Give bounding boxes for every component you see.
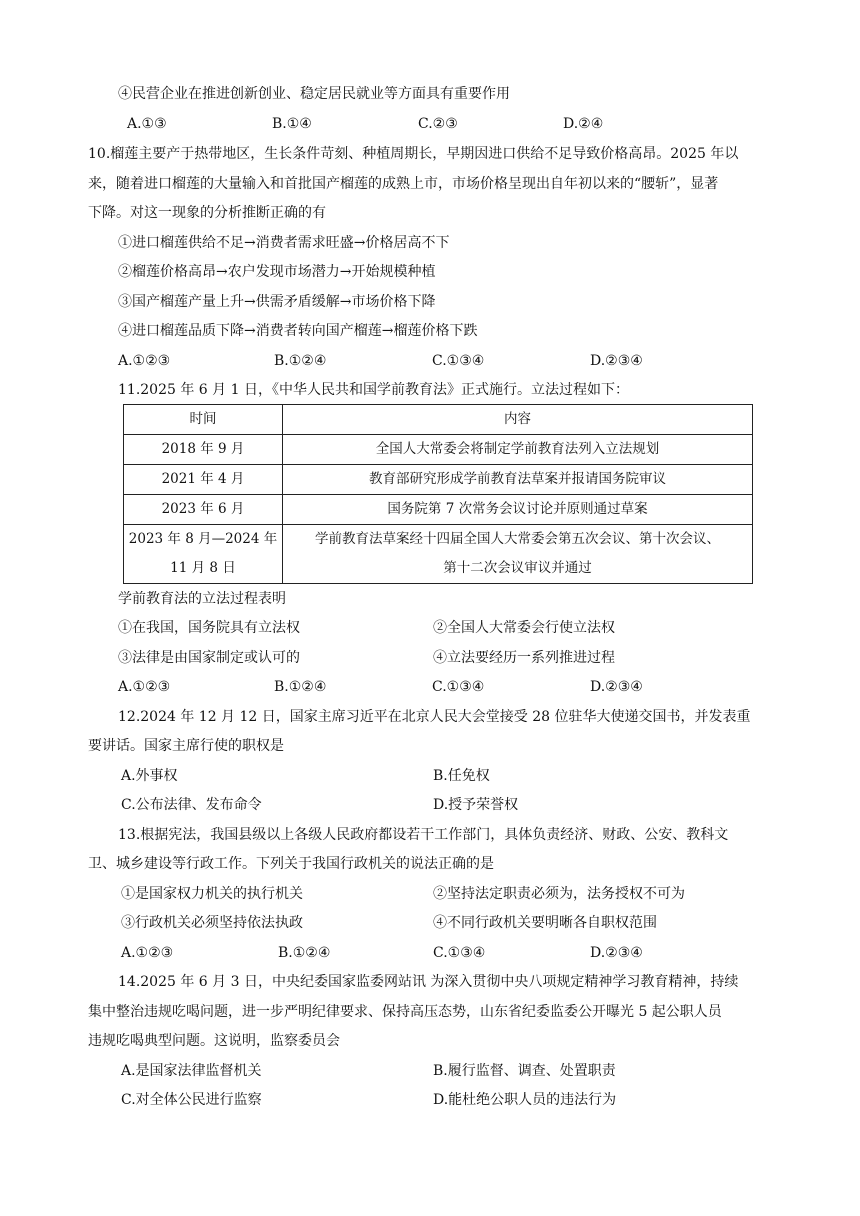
q14-stem-line-3: 违规吃喝典型问题。这说明，监察委员会 xyxy=(88,1033,340,1049)
q11-after-text: 学前教育法的立法过程表明 xyxy=(118,591,286,607)
q11-item-3: ③法律是由国家制定或认可的 xyxy=(118,650,300,666)
table-cell-content xyxy=(283,525,753,584)
q14-stem-line-1: 14.2025 年 6 月 3 日，中央纪委国家监委网站讯 为深入贯彻中央八项规定精神学习教育精神，持续 xyxy=(118,974,739,990)
q13-item-4: ④不同行政机关要明晰各自职权范围 xyxy=(433,915,657,931)
q9-option-c[interactable]: C.②③ xyxy=(418,116,458,132)
q9-option-b[interactable]: B.①④ xyxy=(272,116,312,132)
table-cell-content: 教育部研究形成学前教育法草案并报请国务院审议 xyxy=(283,465,753,495)
q13-item-3: ③行政机关必须坚持依法执政 xyxy=(121,915,303,931)
q9-option-d[interactable]: D.②④ xyxy=(563,116,604,132)
q10-option-c[interactable]: C.①③④ xyxy=(432,353,485,369)
q10-item-2: ②榴莲价格高昂→农户发现市场潜力→开始规模种植 xyxy=(118,264,436,280)
q12-option-d[interactable]: D.授予荣誉权 xyxy=(433,797,519,813)
q11-item-2: ②全国人大常委会行使立法权 xyxy=(433,620,615,636)
q13-stem-line-1: 13.根据宪法，我国县级以上各级人民政府都设若干工作部门，具体负责经济、财政、公安、教科文 xyxy=(118,827,729,843)
q11-option-d[interactable]: D.②③④ xyxy=(590,679,643,695)
q13-option-b[interactable]: B.①②④ xyxy=(278,945,331,961)
table-cell-time: 2018 年 9 月 xyxy=(124,435,283,465)
table-cell-time xyxy=(124,525,283,584)
q14-option-d[interactable]: D.能杜绝公职人员的违法行为 xyxy=(433,1092,617,1108)
q10-item-4: ④进口榴莲品质下降→消费者转向国产榴莲→榴莲价格下跌 xyxy=(118,323,478,339)
q14-option-b[interactable]: B.履行监督、调查、处置职责 xyxy=(433,1063,616,1079)
table-cell-content-line-1: 学前教育法草案经十四届全国人大常委会第五次会议、第十次会议、 xyxy=(315,531,720,547)
q9-option-a[interactable]: A.①③ xyxy=(127,116,167,132)
q12-stem-line-1: 12.2024 年 12 月 12 日，国家主席习近平在北京人民大会堂接受 28 位驻华大使递交国书，并发表重 xyxy=(118,709,751,725)
table-cell-content: 全国人大常委会将制定学前教育法列入立法规划 xyxy=(283,435,753,465)
table-row xyxy=(124,525,753,584)
q13-stem-line-2: 卫、城乡建设等行政工作。下列关于我国行政机关的说法正确的是 xyxy=(88,856,494,872)
q13-option-c[interactable]: C.①③④ xyxy=(433,945,486,961)
table-row xyxy=(124,435,753,465)
table-cell-content: 国务院第 7 次常务会议讨论并原则通过草案 xyxy=(283,495,753,525)
table-header-content: 内容 xyxy=(283,405,753,435)
q11-option-b[interactable]: B.①②④ xyxy=(274,679,327,695)
q10-option-b[interactable]: B.①②④ xyxy=(274,353,327,369)
table-row xyxy=(124,465,753,495)
q12-option-a[interactable]: A.外事权 xyxy=(121,768,178,784)
table-cell-time: 2021 年 4 月 xyxy=(124,465,283,495)
q11-item-4: ④立法要经历一系列推进过程 xyxy=(433,650,615,666)
q14-stem-line-2: 集中整治违规吃喝问题，进一步严明纪律要求、保持高压态势，山东省纪委监委公开曝光 5 起公职人员 xyxy=(88,1004,722,1020)
q10-option-d[interactable]: D.②③④ xyxy=(590,353,643,369)
q10-stem-line-2: 来，随着进口榴莲的大量输入和首批国产榴莲的成熟上市，市场价格呈现出自年初以来的“腰斩”，显著 xyxy=(88,176,719,192)
q12-stem-line-2: 要讲话。国家主席行使的职权是 xyxy=(88,738,284,754)
q11-option-c[interactable]: C.①③④ xyxy=(432,679,485,695)
table-header-time: 时间 xyxy=(124,405,283,435)
q14-option-a[interactable]: A.是国家法律监督机关 xyxy=(121,1063,262,1079)
q12-option-c[interactable]: C.公布法律、发布命令 xyxy=(121,797,262,813)
q10-stem-line-1: 10.榴莲主要产于热带地区，生长条件苛刻、种植周期长，早期因进口供给不足导致价格高昂。2025 年以 xyxy=(88,146,739,162)
q11-stem: 11.2025 年 6 月 1 日，《中华人民共和国学前教育法》正式施行。立法过程如下： xyxy=(118,382,629,398)
table-cell-content-line-2: 第十二次会议审议并通过 xyxy=(443,560,592,576)
table-row xyxy=(124,495,753,525)
q11-option-a[interactable]: A.①②③ xyxy=(118,679,171,695)
q10-stem-line-3: 下降。对这一现象的分析推断正确的有 xyxy=(88,205,326,221)
q14-option-c[interactable]: C.对全体公民进行监察 xyxy=(121,1092,262,1108)
q11-item-1: ①在我国，国务院具有立法权 xyxy=(118,620,300,636)
q13-option-d[interactable]: D.②③④ xyxy=(590,945,643,961)
table-cell-time: 2023 年 6 月 xyxy=(124,495,283,525)
q10-option-a[interactable]: A.①②③ xyxy=(118,353,171,369)
q12-option-b[interactable]: B.任免权 xyxy=(433,768,490,784)
legislation-timeline-table xyxy=(123,404,753,584)
q9-item-4: ④民营企业在推进创新创业、稳定居民就业等方面具有重要作用 xyxy=(118,86,510,102)
q13-item-1: ①是国家权力机关的执行机关 xyxy=(121,886,303,902)
q10-item-3: ③国产榴莲产量上升→供需矛盾缓解→市场价格下降 xyxy=(118,294,436,310)
q13-option-a[interactable]: A.①②③ xyxy=(121,945,174,961)
table-cell-time-line-1: 2023 年 8 月—2024 年 xyxy=(128,531,278,547)
q10-item-1: ①进口榴莲供给不足→消费者需求旺盛→价格居高不下 xyxy=(118,235,450,251)
q13-item-2: ②坚持法定职责必须为，法务授权不可为 xyxy=(433,886,685,902)
table-cell-time-line-2: 11 月 8 日 xyxy=(170,560,236,576)
